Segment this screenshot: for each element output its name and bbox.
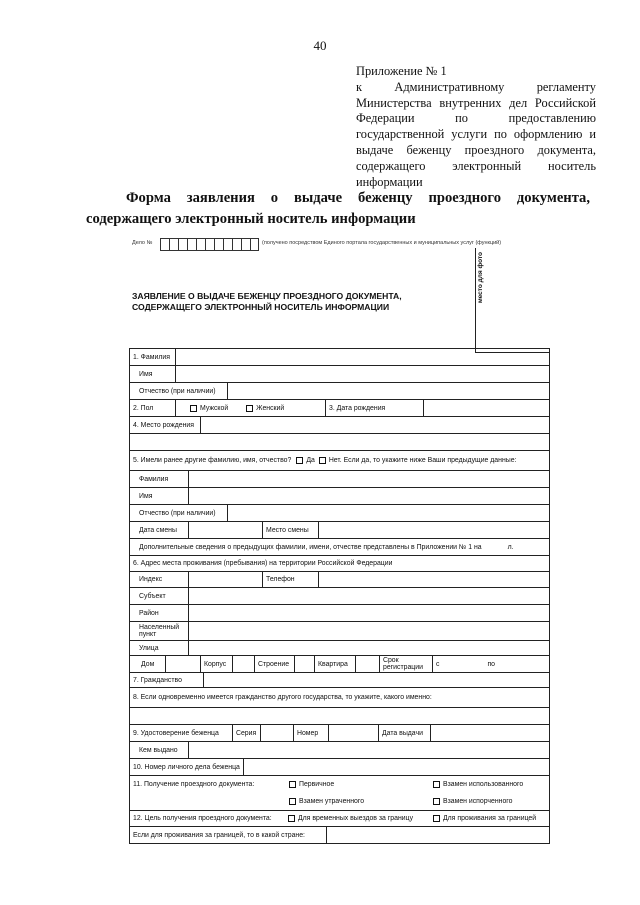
row-issued-by xyxy=(130,742,549,759)
prev-name-field[interactable] xyxy=(189,488,549,504)
street-label: Улица xyxy=(130,641,189,655)
birth-date-field[interactable] xyxy=(424,400,549,416)
case-number-field-label: 10. Номер личного дела беженца xyxy=(130,759,244,775)
issued-by-field[interactable] xyxy=(189,742,549,758)
prev-yes-checkbox[interactable] xyxy=(296,457,303,464)
obtaining-label: 11. Получение проездного документа: xyxy=(133,781,255,788)
refugee-cert-label: 9. Удостоверение беженца xyxy=(130,725,233,741)
number-field[interactable] xyxy=(329,725,379,741)
instead-lost-checkbox[interactable] xyxy=(289,798,296,805)
index-label: Индекс xyxy=(130,572,189,587)
case-number-label: Дело № xyxy=(132,240,153,246)
row-obtaining xyxy=(130,776,549,811)
row-birthplace xyxy=(130,417,549,434)
series-label: Серия xyxy=(233,725,261,741)
row-case-number xyxy=(130,759,549,776)
appendix-note xyxy=(356,64,596,190)
row-district xyxy=(130,605,549,622)
row-surname xyxy=(130,349,549,366)
country-field[interactable] xyxy=(327,827,549,843)
instead-used-label: Взамен использованного xyxy=(443,781,524,788)
issue-date-label: Дата выдачи xyxy=(379,725,431,741)
application-heading-line1: ЗАЯВЛЕНИЕ О ВЫДАЧЕ БЕЖЕНЦУ ПРОЕЗДНОГО ДОКУМЕНТА, xyxy=(132,291,402,301)
sex-label: 2. Пол xyxy=(130,400,176,416)
instead-damaged-label: Взамен испорченного xyxy=(443,797,513,805)
citizenship-label: 7. Гражданство xyxy=(130,673,204,687)
photo-label: место для фото xyxy=(477,252,484,304)
building-field[interactable] xyxy=(233,656,255,672)
appendix-line: выдаче беженцу проездного документа, xyxy=(356,142,596,157)
row-subject xyxy=(130,588,549,605)
purpose-label: 12. Цель получения проездного документа: xyxy=(133,815,272,822)
birthplace-field-cont[interactable] xyxy=(130,434,549,450)
prev-no-label: Нет. Если да, то укажите ниже Ваши предыдущие данные: xyxy=(328,457,517,464)
appendix-line: информации xyxy=(356,174,423,189)
district-field[interactable] xyxy=(189,605,549,621)
service-portal-note: (получено посредством Единого портала государственных и муниципальных услуг (функций) xyxy=(262,240,502,246)
female-checkbox[interactable] xyxy=(246,405,253,412)
prev-names-question: 5. Имели ранее другие фамилию, имя, отчество? xyxy=(133,457,292,464)
application-heading xyxy=(132,291,402,313)
instead-used-checkbox[interactable] xyxy=(433,781,440,788)
appendix-line: Приложение № 1 xyxy=(356,64,447,78)
instead-damaged-checkbox[interactable] xyxy=(433,798,440,805)
reg-to-label: по xyxy=(487,660,496,668)
apartment-field[interactable] xyxy=(356,656,380,672)
house-field[interactable] xyxy=(166,656,201,672)
index-field[interactable] xyxy=(189,572,263,587)
reg-from-label: с xyxy=(436,660,440,668)
birthplace-field[interactable] xyxy=(201,417,549,433)
row-purpose xyxy=(130,811,549,827)
prev-patronymic-label: Отчество (при наличии) xyxy=(130,505,228,521)
birthplace-label: 4. Место рождения xyxy=(130,417,201,433)
change-date-field[interactable] xyxy=(189,522,263,538)
sheets-label: л. xyxy=(507,543,514,551)
appendix-line: содержащего электронный носитель xyxy=(356,158,596,173)
reg-term-label: Срок регистрации xyxy=(380,656,433,672)
document-title-line1: Форма заявления о выдаче беженцу проездного документа, xyxy=(126,190,590,206)
building-label: Корпус xyxy=(201,656,233,672)
application-form xyxy=(129,348,550,844)
prev-no-checkbox[interactable] xyxy=(319,457,326,464)
change-place-field[interactable] xyxy=(319,522,549,538)
phone-label: Телефон xyxy=(263,572,319,587)
reg-term-field[interactable] xyxy=(433,656,549,672)
prev-patronymic-field[interactable] xyxy=(228,505,549,521)
temp-trips-label: Для временных выездов за границу xyxy=(298,815,414,822)
document-title xyxy=(86,188,590,230)
number-label: Номер xyxy=(294,725,329,741)
case-number-field[interactable] xyxy=(244,759,549,775)
structure-label: Строение xyxy=(255,656,295,672)
page-number: 40 xyxy=(313,38,327,53)
series-field[interactable] xyxy=(261,725,294,741)
surname-field[interactable] xyxy=(176,349,549,365)
patronymic-label: Отчество (при наличии) xyxy=(130,383,228,399)
female-label: Женский xyxy=(256,404,285,412)
citizenship-field[interactable] xyxy=(204,673,549,687)
case-number-cells[interactable] xyxy=(160,238,259,251)
row-other-citizenship xyxy=(130,688,549,708)
row-other-citizenship-field xyxy=(130,708,549,725)
appendix-line: Федерации по предоставлению xyxy=(356,111,596,126)
row-locality xyxy=(130,622,549,641)
other-citizenship-field[interactable] xyxy=(130,708,549,724)
prev-surname-label: Фамилия xyxy=(130,471,189,487)
change-date-label: Дата смены xyxy=(130,522,189,538)
name-label: Имя xyxy=(130,366,176,382)
row-house xyxy=(130,656,549,673)
abroad-living-label: Для проживания за границей xyxy=(443,815,537,822)
row-change xyxy=(130,522,549,539)
row-prev-names xyxy=(130,451,549,471)
change-place-label: Место смены xyxy=(263,522,319,538)
photo-area xyxy=(475,248,550,353)
subject-label: Субъект xyxy=(130,588,189,604)
surname-label: 1. Фамилия xyxy=(130,349,176,365)
row-country xyxy=(130,827,549,843)
patronymic-field[interactable] xyxy=(228,383,549,399)
document-title-line2: содержащего электронный носитель информации xyxy=(86,211,416,227)
application-heading-line2: СОДЕРЖАЩЕГО ЭЛЕКТРОННЫЙ НОСИТЕЛЬ ИНФОРМАЦИИ xyxy=(132,302,390,312)
street-field[interactable] xyxy=(189,641,549,655)
male-checkbox[interactable] xyxy=(190,405,197,412)
locality-label: Населенный пункт xyxy=(130,622,189,640)
other-citizenship-label: 8. Если одновременно имеется гражданство другого государства, то укажите, какого именно: xyxy=(133,694,432,701)
temp-trips-checkbox[interactable] xyxy=(288,815,295,822)
subject-field[interactable] xyxy=(189,588,549,604)
row-prev-name xyxy=(130,488,549,505)
row-street xyxy=(130,641,549,656)
primary-label: Первичное xyxy=(299,781,335,788)
apartment-label: Квартира xyxy=(315,656,356,672)
address-heading: 6. Адрес места проживания (пребывания) на территории Российской Федерации xyxy=(133,560,393,567)
row-address-heading xyxy=(130,556,549,572)
row-name xyxy=(130,366,549,383)
row-prev-patronymic xyxy=(130,505,549,522)
issued-by-label: Кем выдано xyxy=(130,742,189,758)
country-label: Если для проживания за границей, то в какой стране: xyxy=(130,827,327,843)
house-label: Дом xyxy=(130,656,166,672)
locality-field[interactable] xyxy=(189,622,549,640)
issue-date-field[interactable] xyxy=(431,725,549,741)
male-label: Мужской xyxy=(200,404,229,412)
row-patronymic xyxy=(130,383,549,400)
row-citizenship xyxy=(130,673,549,688)
row-birthplace-cont xyxy=(130,434,549,451)
instead-lost-label: Взамен утраченного xyxy=(299,797,365,805)
structure-field[interactable] xyxy=(295,656,315,672)
name-field[interactable] xyxy=(176,366,549,382)
row-additional xyxy=(130,539,549,556)
primary-checkbox[interactable] xyxy=(289,781,296,788)
appendix-line: Министерства внутренних дел Российской xyxy=(356,95,596,110)
row-index-phone xyxy=(130,572,549,588)
additional-info-label: Дополнительные сведения о предыдущих фамилии, имени, отчестве представлены в Приложении № 1 на xyxy=(139,543,482,551)
row-prev-surname xyxy=(130,471,549,488)
prev-name-label: Имя xyxy=(130,488,189,504)
row-refugee-cert xyxy=(130,725,549,742)
prev-surname-field[interactable] xyxy=(189,471,549,487)
phone-field[interactable] xyxy=(319,572,549,587)
district-label: Район xyxy=(130,605,189,621)
appendix-line: государственной услуги по оформлению и xyxy=(356,127,596,142)
row-sex-birthdate xyxy=(130,400,549,417)
prev-yes-label: Да xyxy=(306,457,315,464)
abroad-living-checkbox[interactable] xyxy=(433,815,440,822)
appendix-line: к Административному регламенту xyxy=(356,79,596,94)
birth-date-label: 3. Дата рождения xyxy=(326,400,424,416)
